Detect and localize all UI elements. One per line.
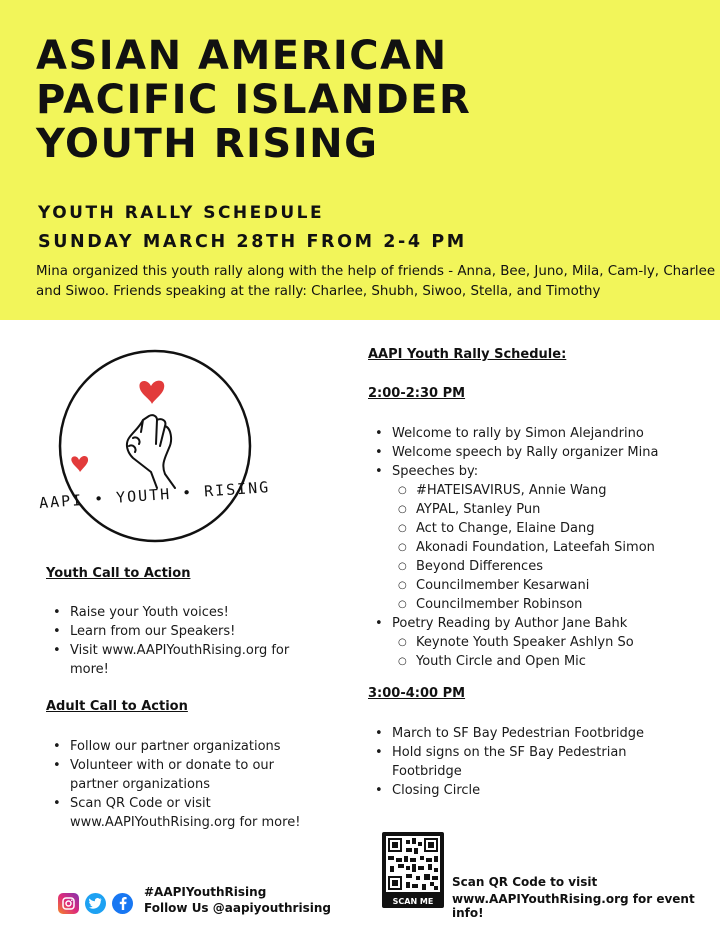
list-item: • Hold signs on the SF Bay Pedestrian [368, 743, 708, 762]
time-block-2: 3:00-4:00 PM [368, 686, 466, 701]
list-subitem: ○ Councilmember Robinson [368, 595, 708, 614]
title-line-2: PACIFIC ISLANDER [36, 77, 472, 123]
schedule-subtitle: YOUTH RALLY SCHEDULE [38, 203, 325, 223]
schedule-block-1-list [368, 424, 708, 671]
list-subitem: ○ AYPAL, Stanley Pun [368, 500, 708, 519]
aapi-youth-rising-logo [38, 348, 271, 544]
list-item: • Volunteer with or donate to our [46, 756, 346, 775]
list-item-continued: www.AAPIYouthRising.org for more! [70, 815, 301, 830]
schedule-title: AAPI Youth Rally Schedule: [368, 347, 567, 362]
list-subitem: ○ #HATEISAVIRUS, Annie Wang [368, 481, 708, 500]
qr-code[interactable] [382, 832, 444, 908]
list-item: • Learn from our Speakers! [46, 622, 336, 641]
twitter-icon[interactable] [85, 893, 106, 914]
list-item-continued: Footbridge [392, 764, 462, 779]
list-item-continued: more! [70, 662, 109, 677]
list-item: • Welcome to rally by Simon Alejandrino [368, 424, 708, 443]
adult-cta-title: Adult Call to Action [46, 699, 188, 714]
schedule-block-2-list [368, 724, 708, 800]
logo-text: AAPI • YOUTH • RISING [38, 477, 271, 513]
list-subitem: ○ Akonadi Foundation, Lateefah Simon [368, 538, 708, 557]
list-item: • Welcome speech by Rally organizer Mina [368, 443, 708, 462]
instagram-icon[interactable] [58, 893, 79, 914]
time-block-1: 2:00-2:30 PM [368, 386, 466, 401]
list-item: • Poetry Reading by Author Jane Bahk [368, 614, 708, 633]
list-item: • Follow our partner organizations [46, 737, 346, 756]
list-item: • Scan QR Code or visit [46, 794, 346, 813]
title-line-1: ASIAN AMERICAN [36, 33, 448, 79]
youth-cta-list [46, 603, 336, 679]
list-item-continued: partner organizations [70, 777, 210, 792]
event-title [36, 34, 696, 166]
list-subitem: ○ Youth Circle and Open Mic [368, 652, 708, 671]
qr-scan-label: SCAN ME [392, 897, 434, 906]
adult-cta-list [46, 737, 346, 832]
intro-paragraph: Mina organized this youth rally along with the help of friends - Anna, Bee, Juno, Mila, Cam-ly, Charlee and Siwoo. Friends speaking at the rally: Charlee, Shubh, Siwoo, Stella, and Timothy [36, 264, 716, 299]
list-subitem: ○ Councilmember Kesarwani [368, 576, 708, 595]
title-line-3: YOUTH RISING [36, 121, 379, 167]
follow-us: Follow Us @aapiyouthrising [144, 901, 331, 915]
list-item: • Raise your Youth voices! [46, 603, 336, 622]
youth-cta-title: Youth Call to Action [46, 566, 191, 581]
list-item: • March to SF Bay Pedestrian Footbridge [368, 724, 708, 743]
list-subitem: ○ Keynote Youth Speaker Ashlyn So [368, 633, 708, 652]
qr-caption-line-1: Scan QR Code to visit [452, 875, 598, 889]
list-item: • Speeches by: [368, 462, 708, 481]
qr-caption-line-2: www.AAPIYouthRising.org for event info! [452, 892, 695, 920]
list-subitem: ○ Beyond Differences [368, 557, 708, 576]
list-item: • Closing Circle [368, 781, 708, 800]
social-icons [58, 893, 133, 914]
facebook-icon[interactable] [112, 893, 133, 914]
qr-code-icon [386, 836, 440, 892]
hashtag: #AAPIYouthRising [144, 885, 267, 899]
event-date: SUNDAY MARCH 28TH FROM 2-4 PM [38, 232, 467, 252]
list-subitem: ○ Act to Change, Elaine Dang [368, 519, 708, 538]
list-item: • Visit www.AAPIYouthRising.org for [46, 641, 336, 660]
header-banner [0, 0, 720, 320]
